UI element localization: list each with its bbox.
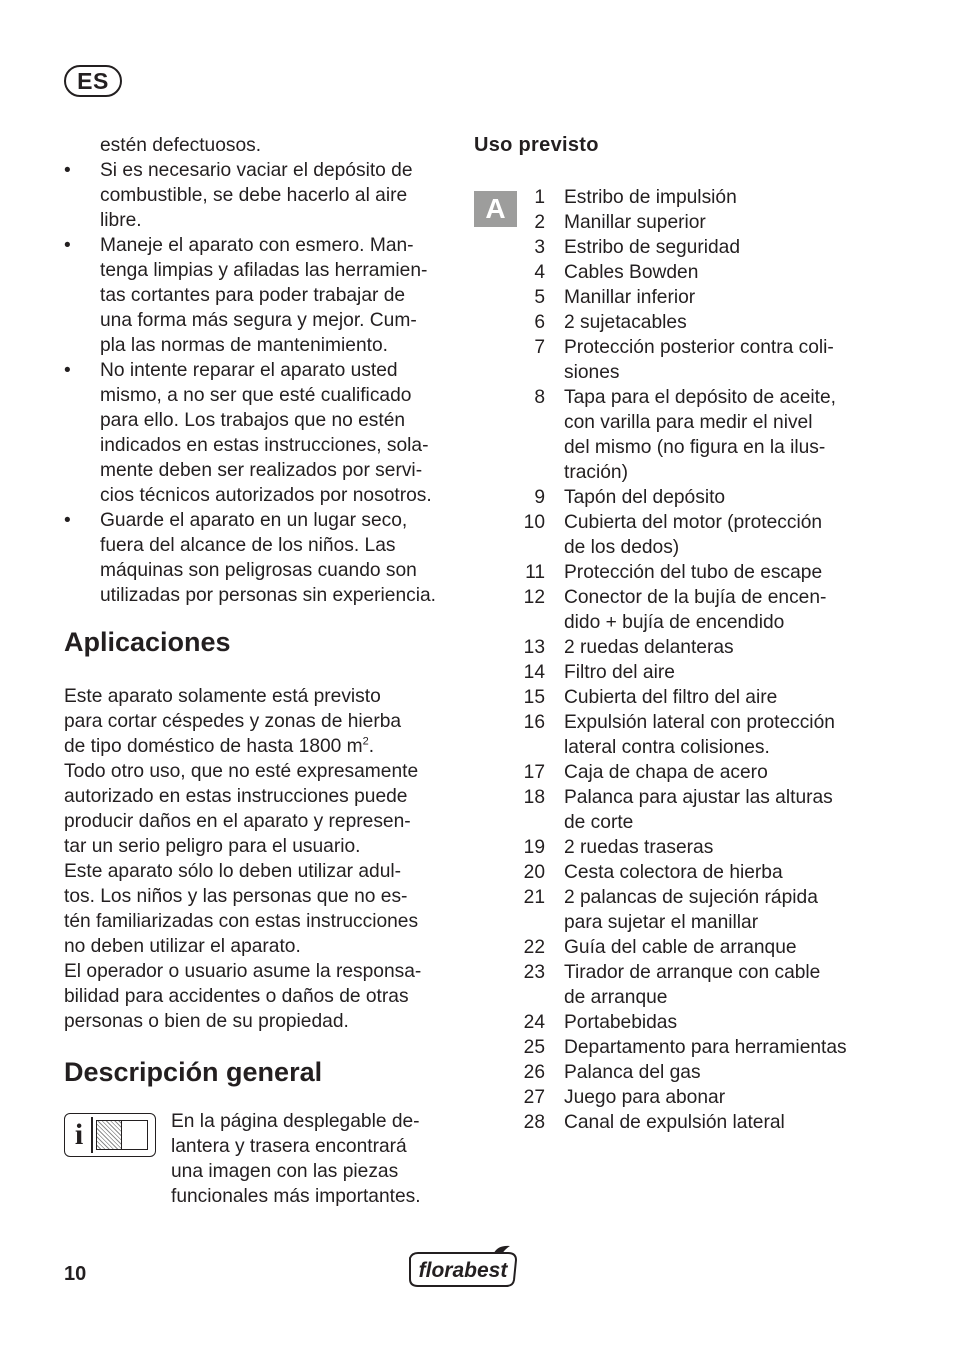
part-item	[474, 1035, 874, 1060]
part-name: Manillar superior	[564, 212, 706, 233]
bullet-line: mismo, a no ser que esté cualificado	[100, 385, 412, 406]
part-number: 4	[534, 262, 545, 283]
applications-line: personas o bien de su propiedad.	[64, 1011, 349, 1032]
bullet-item	[64, 233, 454, 358]
part-item	[474, 710, 874, 760]
part-name: Portabebidas	[564, 1012, 678, 1033]
part-name: Tirador de arranque con cable	[564, 962, 821, 983]
part-item	[474, 510, 874, 560]
part-name: del mismo (no figura en la ilus-	[564, 437, 826, 458]
part-item	[474, 1010, 874, 1035]
bullet-line: No intente reparar el aparato usted	[100, 360, 398, 381]
bullet-symbol: •	[64, 160, 71, 181]
logo-text: florabest	[418, 1259, 508, 1282]
part-item	[474, 860, 874, 885]
part-number: 6	[534, 312, 545, 333]
part-number: 19	[523, 837, 545, 858]
bullet-item	[64, 508, 454, 608]
part-item	[474, 785, 874, 835]
part-item	[474, 1060, 874, 1085]
part-name: Filtro del aire	[564, 662, 675, 683]
part-name: siones	[564, 362, 620, 383]
page-number: 10	[64, 1263, 87, 1285]
info-line: En la página desplegable de-	[171, 1111, 420, 1132]
general-description-heading: Descripción general	[64, 1057, 323, 1087]
part-item	[474, 835, 874, 860]
part-name: lateral contra colisiones.	[564, 737, 770, 758]
part-number: 1	[534, 187, 545, 208]
applications-line: Este aparato solamente está previsto	[64, 686, 381, 707]
part-name: de corte	[564, 812, 634, 833]
part-item	[474, 285, 874, 310]
part-number: 21	[523, 887, 545, 908]
part-name: Cubierta del filtro del aire	[564, 687, 778, 708]
info-line: una imagen con las piezas	[171, 1161, 399, 1182]
part-number: 15	[523, 687, 545, 708]
part-item	[474, 235, 874, 260]
part-name: Guía del cable de arranque	[564, 937, 797, 958]
part-name: Tapón del depósito	[564, 487, 726, 508]
part-number: 18	[523, 787, 545, 808]
bullet-line: máquinas son peligrosas cuando son	[100, 560, 417, 581]
part-item	[474, 660, 874, 685]
part-item	[474, 485, 874, 510]
part-name: Expulsión lateral con protección	[564, 712, 835, 733]
right-column	[474, 133, 874, 1135]
applications-line: Este aparato sólo lo deben utilizar adul-	[64, 861, 402, 882]
part-number: 11	[525, 562, 545, 583]
part-number: 26	[523, 1062, 545, 1083]
info-line: lantera y trasera encontrará	[171, 1136, 407, 1157]
part-item	[474, 635, 874, 660]
part-number: 9	[534, 487, 545, 508]
part-number: 5	[534, 287, 545, 308]
part-number: 16	[523, 712, 545, 733]
info-letter: i	[74, 1118, 84, 1151]
language-label: ES	[77, 67, 109, 94]
part-number: 7	[534, 337, 545, 358]
part-number: 23	[523, 962, 545, 983]
part-name: Departamento para herramientas	[564, 1037, 847, 1058]
part-name: 2 sujetacables	[564, 312, 687, 333]
area-superscript: 2	[362, 735, 369, 748]
applications-line: Todo otro uso, que no esté expresamente	[64, 761, 419, 782]
info-line: funcionales más importantes.	[171, 1186, 421, 1207]
florabest-logo	[406, 1244, 520, 1290]
part-number: 2	[534, 212, 545, 233]
part-name: dido + bujía de encendido	[564, 612, 785, 633]
figure-label: A	[485, 193, 506, 224]
parts-section	[474, 185, 874, 1135]
part-item	[474, 210, 874, 235]
bullet-item	[64, 158, 454, 233]
applications-line: producir daños en el aparato y represen-	[64, 811, 411, 832]
bullet-line: mente deben ser realizados por servi-	[100, 460, 423, 481]
info-text	[171, 1109, 454, 1209]
bullet-line: combustible, se debe hacerlo al aire	[100, 185, 408, 206]
safety-bullet-list	[64, 158, 454, 608]
bullet-line: Maneje el aparato con esmero. Man-	[100, 235, 414, 256]
part-name: Cables Bowden	[564, 262, 699, 283]
info-book-icon	[64, 1113, 156, 1157]
part-item	[474, 685, 874, 710]
continued-line: estén defectuosos.	[100, 135, 262, 156]
bullet-line: una forma más segura y mejor. Cum-	[100, 310, 417, 331]
part-name: Caja de chapa de acero	[564, 762, 768, 783]
bullet-line: utilizadas por personas sin experiencia.	[100, 585, 436, 606]
info-note	[64, 1109, 454, 1209]
part-number: 17	[523, 762, 545, 783]
part-number: 10	[523, 512, 545, 533]
foldout-page-blank	[121, 1121, 147, 1149]
part-number: 8	[534, 387, 545, 408]
applications-line-with-unit	[64, 734, 454, 759]
part-name: Manillar inferior	[564, 287, 696, 308]
part-number: 20	[523, 862, 545, 883]
part-name: Canal de expulsión lateral	[564, 1112, 785, 1133]
part-item	[474, 935, 874, 960]
bullet-line: Si es necesario vaciar el depósito de	[100, 160, 413, 181]
part-item	[474, 385, 874, 485]
part-name: Estribo de seguridad	[564, 237, 740, 258]
applications-line: tos. Los niños y las personas que no es-	[64, 886, 408, 907]
part-number: 27	[523, 1087, 545, 1108]
part-name: Estribo de impulsión	[564, 187, 737, 208]
intended-use-heading: Uso previsto	[474, 134, 599, 156]
applications-line: El operador o usuario asume la responsa-	[64, 961, 422, 982]
bullet-line: Guarde el aparato en un lugar seco,	[100, 510, 408, 531]
part-name: de los dedos)	[564, 537, 680, 558]
part-name: Cubierta del motor (protección	[564, 512, 823, 533]
part-name: con varilla para medir el nivel	[564, 412, 813, 433]
bullet-symbol: •	[64, 235, 71, 256]
applications-line: no deben utilizar el aparato.	[64, 936, 301, 957]
part-number: 28	[523, 1112, 545, 1133]
part-item	[474, 310, 874, 335]
applications-line: tén familiarizadas con estas instrucciones	[64, 911, 419, 932]
part-name: Palanca del gas	[564, 1062, 701, 1083]
parts-list	[474, 185, 874, 1135]
part-number: 3	[534, 237, 545, 258]
part-item	[474, 1085, 874, 1110]
part-item	[474, 885, 874, 935]
part-name: Palanca para ajustar las alturas	[564, 787, 833, 808]
part-name: Protección posterior contra coli-	[564, 337, 834, 358]
part-name: Protección del tubo de escape	[564, 562, 823, 583]
part-number: 14	[523, 662, 545, 683]
left-column	[64, 133, 454, 1209]
language-badge	[64, 65, 122, 97]
applications-body	[64, 684, 454, 1034]
bullet-line: cios técnicos autorizados por nosotros.	[100, 485, 432, 506]
part-item	[474, 335, 874, 385]
part-number: 25	[523, 1037, 545, 1058]
applications-line: autorizado en estas instrucciones puede	[64, 786, 408, 807]
applications-line: tar un serio peligro para el usuario.	[64, 836, 361, 857]
area-period: .	[368, 736, 375, 757]
bullet-line: tenga limpias y afiladas las herramien-	[100, 260, 428, 281]
part-name: 2 ruedas delanteras	[564, 637, 734, 658]
applications-line: para cortar céspedes y zonas de hierba	[64, 711, 402, 732]
info-icon-divider	[91, 1117, 93, 1153]
part-number: 12	[523, 587, 545, 608]
part-name: Tapa para el depósito de aceite,	[564, 387, 837, 408]
bullet-line: para ello. Los trabajos que no estén	[100, 410, 406, 431]
bullet-line: fuera del alcance de los niños. Las	[100, 535, 396, 556]
part-item	[474, 760, 874, 785]
bullet-line: libre.	[100, 210, 142, 231]
part-item	[474, 585, 874, 635]
part-name: 2 ruedas traseras	[564, 837, 714, 858]
part-name: para sujetar el manillar	[564, 912, 759, 933]
bullet-line: tas cortantes para poder trabajar de	[100, 285, 406, 306]
bullet-line: pla las normas de mantenimiento.	[100, 335, 388, 356]
part-item	[474, 560, 874, 585]
part-name: Conector de la bujía de encen-	[564, 587, 827, 608]
foldout-page-graphic	[96, 1120, 148, 1150]
area-text: de tipo doméstico de hasta 1800 m	[64, 736, 363, 757]
applications-line: bilidad para accidentes o daños de otras	[64, 986, 409, 1007]
part-name: 2 palancas de sujeción rápida	[564, 887, 818, 908]
part-number: 24	[523, 1012, 545, 1033]
part-number: 22	[523, 937, 545, 958]
bullet-symbol: •	[64, 510, 71, 531]
part-name: tración)	[564, 462, 628, 483]
applications-heading: Aplicaciones	[64, 627, 231, 657]
part-item	[474, 960, 874, 1010]
part-number: 13	[523, 637, 545, 658]
part-name: Cesta colectora de hierba	[564, 862, 783, 883]
part-name: Juego para abonar	[564, 1087, 726, 1108]
bullet-symbol: •	[64, 360, 71, 381]
part-item	[474, 185, 874, 210]
part-name: de arranque	[564, 987, 668, 1008]
part-item	[474, 1110, 874, 1135]
bullet-line: indicados en estas instrucciones, sola-	[100, 435, 429, 456]
part-item	[474, 260, 874, 285]
bullet-item	[64, 358, 454, 508]
